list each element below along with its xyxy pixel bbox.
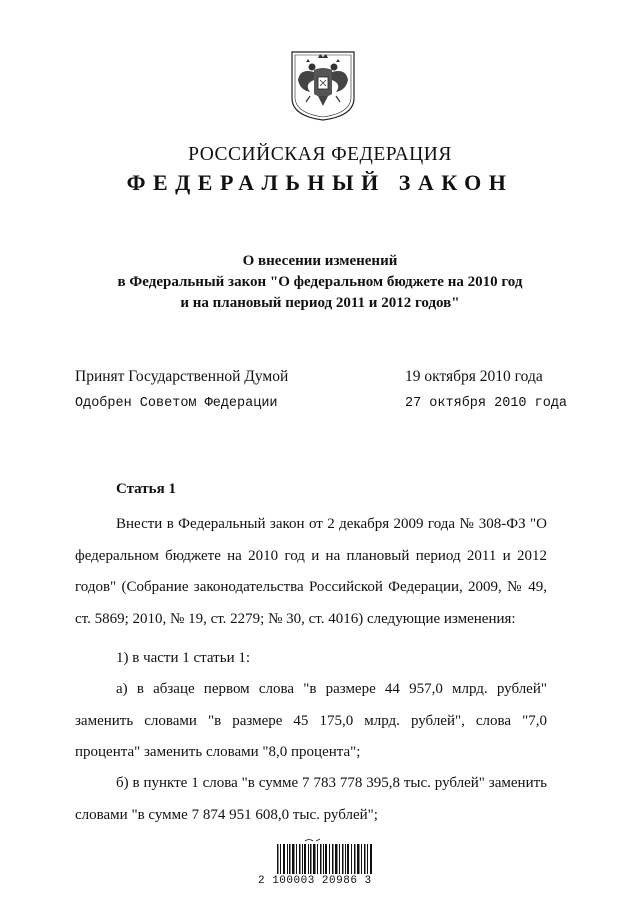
coat-of-arms-emblem [290, 50, 356, 122]
law-type-heading: ФЕДЕРАЛЬНЫЙ ЗАКОН [126, 170, 514, 195]
article-heading: Статья 1 [116, 481, 176, 497]
item-1-text: 1) в части 1 статьи 1: [116, 650, 251, 666]
article-subitem [75, 674, 547, 769]
title-line: О внесении изменений [242, 253, 398, 269]
barcode-number: 2 100003 20986 3 [258, 875, 372, 887]
duma-adoption-label: Принят Государственной Думой [75, 368, 289, 385]
title-line: в Федеральный закон "О федеральном бюджете на 2010 год [117, 274, 523, 290]
council-approval-label: Одобрен Советом Федерации [75, 396, 278, 411]
article-subitem [75, 768, 547, 831]
law-title [0, 251, 640, 314]
title-line: и на плановый период 2011 и 2012 годов" [180, 295, 460, 311]
duma-adoption-date: 19 октября 2010 года [405, 368, 543, 385]
article-paragraph [75, 509, 547, 635]
country-name: РОССИЙСКАЯ ФЕДЕРАЦИЯ [188, 144, 452, 165]
article-item [75, 643, 547, 675]
item-1b-text: б) в пункте 1 слова "в сумме 7 783 778 395,8 тыс. рублей" заменить словами "в сумме 7 874 951 608,0 тыс. рублей"; [75, 775, 547, 823]
article-intro-text: Внести в Федеральный закон от 2 декабря 2009 года № 308-ФЗ "О федеральном бюджете на 2010 год и на плановый период 2011 и 2012 годов" (Собрание законодательства Российской Федерации, 2009, № 49, ст. 5869; 2010, № 19, ст. 2279; № 30, ст. 4016) следующие изменения: [75, 516, 547, 627]
council-approval-date: 27 октября 2010 года [405, 396, 568, 411]
item-1a-text: а) в абзаце первом слова "в размере 44 957,0 млрд. рублей" заменить словами "в размере 45 175,0 млрд. рублей", слова "7,0 процента" заменить словами "8,0 процента"; [75, 681, 547, 760]
